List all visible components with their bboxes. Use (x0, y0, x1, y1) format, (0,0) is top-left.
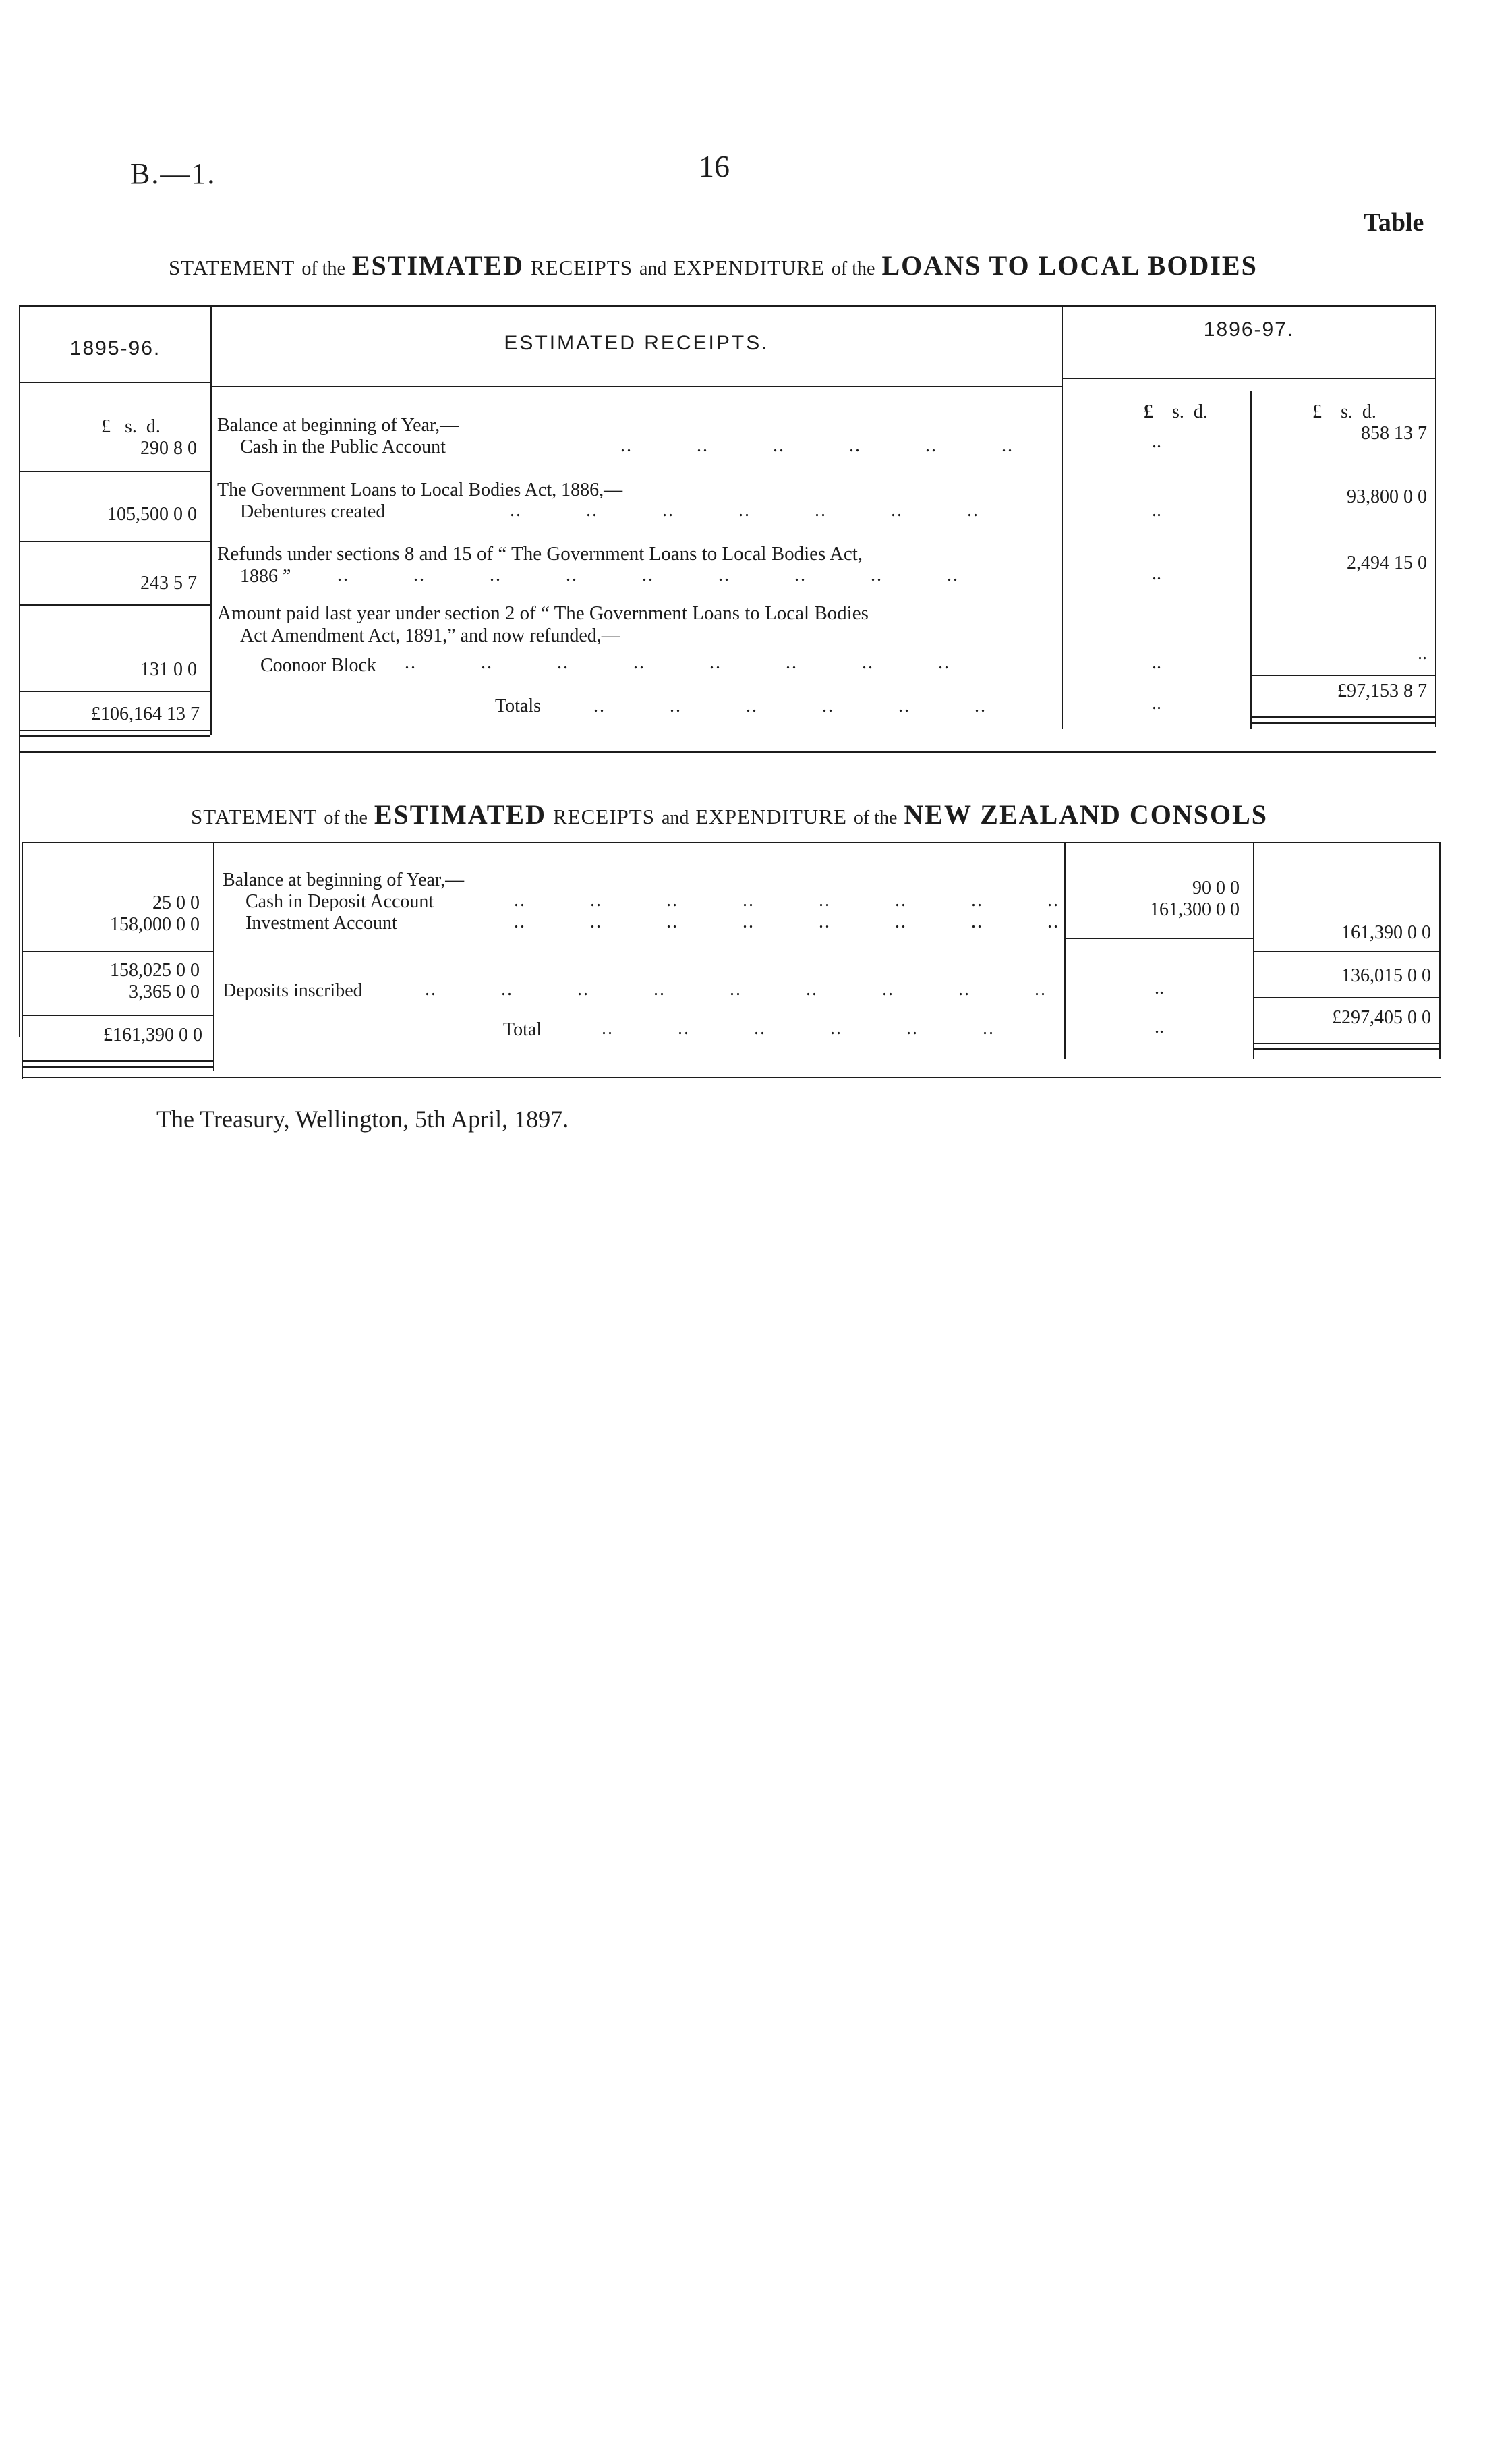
total-1895-rule-bottom (20, 735, 210, 737)
table2-left-border (22, 842, 23, 1079)
table2-bottom-rule (22, 1077, 1441, 1078)
page-number: 16 (699, 149, 730, 183)
consols-investment-1895: 158,000 0 0 (110, 914, 200, 935)
row2-subdescription: Debentures created (240, 501, 386, 522)
row1-rule (20, 471, 210, 472)
row2-sub-1896: .. (1152, 500, 1161, 521)
column-header-receipts: ESTIMATED RECEIPTS. (504, 332, 769, 354)
total-1896-rule-top (1252, 716, 1435, 718)
row4-subdescription: Coonoor Block (260, 655, 376, 676)
consols-deposits-1895-a: 158,025 0 0 (110, 960, 200, 981)
consols-cash-1895: 25 0 0 (152, 892, 200, 913)
row4-leader-dots: .. .. .. .. .. .. .. .. (405, 652, 950, 673)
row1-leader-dots: .. .. .. .. .. .. (620, 435, 1014, 456)
row3-leader-dots: .. .. .. .. .. .. .. .. .. (337, 565, 959, 586)
consols-subtotal-rule (1066, 938, 1253, 939)
table2-top-rule (22, 842, 1441, 843)
total-1895: £106,164 13 7 (91, 704, 200, 724)
table1-top-rule (19, 305, 1436, 307)
row4-amount-1896: .. (1418, 643, 1427, 664)
row3-description: Refunds under sections 8 and 15 of “ The Government Loans to Local Bodies Act, (217, 543, 863, 565)
units-mid: £ s. d. (1144, 401, 1208, 422)
row4-rule-right (1252, 675, 1435, 676)
consols-total-leader-dots: .. .. .. .. .. .. (602, 1018, 995, 1039)
consols-deposits-leader-dots: .. .. .. .. .. .. .. .. .. (425, 979, 1047, 1000)
document-reference: B.—1. (130, 157, 216, 190)
statement1-title: STATEMENT of the ESTIMATED RECEIPTS and EXPENDITURE of the LOANS TO LOCAL BODIES (169, 250, 1258, 281)
table-label: Table (1364, 208, 1424, 237)
table1-right-border (1435, 305, 1436, 727)
consols-total-1896: £297,405 0 0 (1332, 1007, 1431, 1028)
row2-amount-1896: 93,800 0 0 (1347, 486, 1427, 507)
table1-bottom-rule (19, 751, 1436, 753)
table1-header-rule-mid (212, 386, 1062, 387)
table1-header-rule-left (20, 382, 210, 383)
table1-col-divider-1 (210, 307, 212, 735)
consols-total-sub-1896: .. (1155, 1017, 1164, 1037)
consols-investment-leader-dots: .. .. .. .. .. .. .. .. (514, 911, 1059, 932)
consols-balance-description: Balance at beginning of Year,— (223, 870, 465, 890)
consols-deposits-rule-right (1254, 997, 1439, 998)
consols-balance-rule-right (1254, 951, 1439, 952)
totals-sub-1896: .. (1152, 693, 1161, 714)
row3-amount-1896: 2,494 15 0 (1347, 552, 1427, 573)
column-header-1896: 1896-97. (1203, 318, 1295, 341)
row2-rule (20, 541, 210, 542)
consols-deposits-sub-1896: .. (1155, 977, 1164, 998)
consols-cash-deposit-label: Cash in Deposit Account (245, 891, 434, 912)
row3-amount-1895: 243 5 7 (140, 573, 197, 594)
consols-total-1895-rule-top (23, 1060, 213, 1062)
consols-deposits-1895-b: 3,365 0 0 (129, 981, 200, 1002)
consols-cash-1896-sub: 90 0 0 (1192, 878, 1240, 899)
totals-leader-dots: .. .. .. .. .. .. (593, 695, 987, 716)
total-1895-rule-top (20, 730, 210, 731)
consols-deposits-label: Deposits inscribed (223, 980, 363, 1001)
consols-total-1895-rule-bottom (23, 1066, 213, 1068)
row3-subdescription: 1886 ” (240, 566, 291, 587)
consols-cash-leader-dots: .. .. .. .. .. .. .. .. (514, 890, 1059, 911)
table1-left-border (19, 305, 20, 1037)
units-right: £ s. d. (1312, 401, 1376, 422)
consols-investment-1896-sub: 161,300 0 0 (1150, 899, 1240, 920)
consols-total-1896-rule-top (1254, 1043, 1439, 1044)
consols-deposits-1896: 136,015 0 0 (1341, 965, 1431, 986)
consols-deposits-rule-left (23, 1015, 213, 1016)
consols-total-1895: £161,390 0 0 (103, 1025, 202, 1046)
row1-description: Balance at beginning of Year,— (217, 415, 459, 436)
statement2-title: STATEMENT of the ESTIMATED RECEIPTS and EXPENDITURE of the NEW ZEALAND CONSOLS (191, 799, 1269, 830)
row1-amount-1895: 290 8 0 (140, 438, 197, 459)
column-header-1895: 1895-96. (69, 337, 161, 360)
consols-balance-1896: 161,390 0 0 (1341, 922, 1431, 943)
row4-amount-1895: 131 0 0 (140, 659, 197, 680)
row3-sub-1896: .. (1152, 563, 1161, 584)
table2-col-divider-1 (213, 842, 214, 1071)
table1-col-divider-3 (1250, 391, 1252, 729)
row2-leader-dots: .. .. .. .. .. .. .. (510, 500, 979, 521)
table2-right-border (1439, 842, 1441, 1059)
row4-description-line2: Act Amendment Act, 1891,” and now refunded,— (240, 625, 620, 646)
totals-label: Totals (495, 695, 542, 716)
row3-rule (20, 604, 210, 606)
table2-col-divider-3 (1253, 842, 1254, 1059)
row1-amount-1896: 858 13 7 (1361, 423, 1427, 444)
consols-total-1896-rule-bottom (1254, 1048, 1439, 1050)
row1-subdescription: Cash in the Public Account (240, 436, 446, 457)
row2-description: The Government Loans to Local Bodies Act, 1886,— (217, 480, 623, 501)
treasury-signoff: The Treasury, Wellington, 5th April, 1897. (156, 1106, 569, 1133)
row2-amount-1895: 105,500 0 0 (107, 504, 197, 525)
units-left: £ s. d. (101, 416, 161, 437)
consols-investment-label: Investment Account (245, 913, 397, 934)
total-1896-rule-bottom (1252, 722, 1435, 724)
consols-total-label: Total (503, 1019, 542, 1040)
row4-description: Amount paid last year under section 2 of “ The Government Loans to Local Bodies (217, 602, 869, 624)
row4-sub-1896: .. (1152, 652, 1161, 673)
row4-rule (20, 691, 210, 692)
row1-sub-1896: .. (1152, 431, 1161, 452)
table1-header-rule-right (1063, 378, 1435, 379)
total-1896: £97,153 8 7 (1337, 681, 1427, 702)
consols-balance-rule-left (23, 951, 213, 952)
